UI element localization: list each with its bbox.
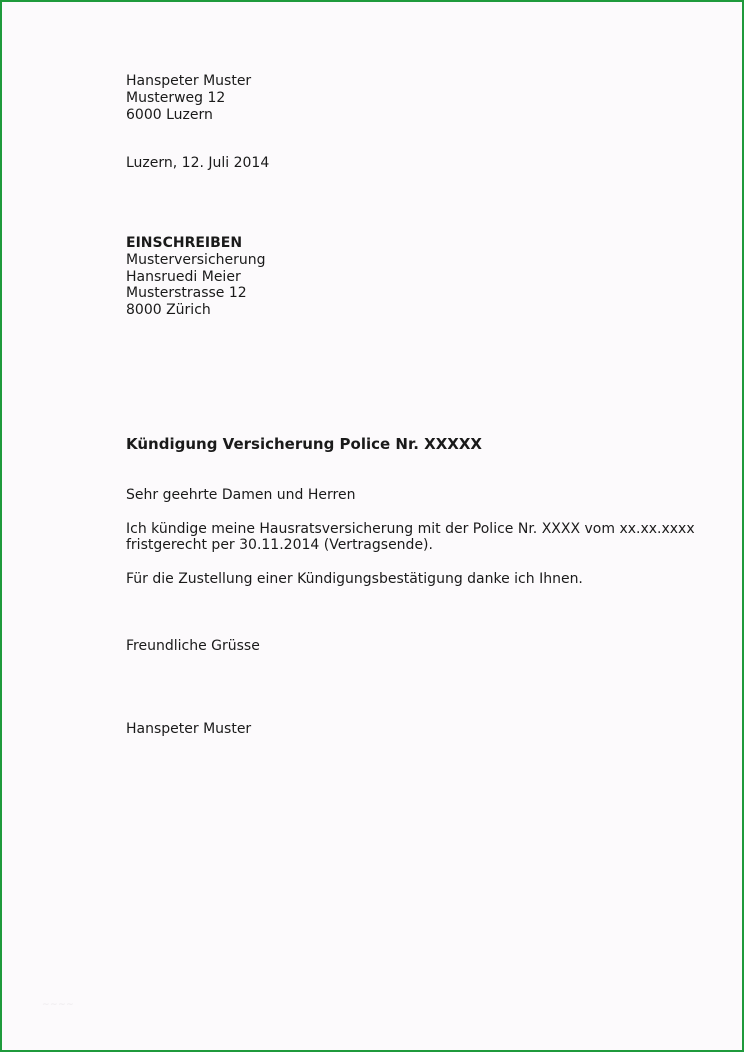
recipient-company: Musterversicherung — [126, 252, 266, 268]
letter-subject: Kündigung Versicherung Police Nr. XXXXX — [126, 435, 482, 453]
body-paragraph-1-line-1: Ich kündige meine Hausratsversicherung mit der Police Nr. XXXX vom xx.xx.xxxx — [126, 521, 695, 537]
sender-name: Hanspeter Muster — [126, 73, 252, 89]
body-paragraph-2: Für die Zustellung einer Kündigungsbestätigung danke ich Ihnen. — [126, 571, 583, 587]
sender-city: 6000 Luzern — [126, 107, 213, 123]
place-date: Luzern, 12. Juli 2014 — [126, 155, 270, 171]
salutation: Sehr geehrte Damen und Herren — [126, 487, 356, 503]
sender-street: Musterweg 12 — [126, 90, 226, 106]
closing: Freundliche Grüsse — [126, 638, 260, 654]
recipient-street: Musterstrasse 12 — [126, 285, 247, 301]
signature-name: Hanspeter Muster — [126, 721, 252, 737]
recipient-city: 8000 Zürich — [126, 302, 211, 318]
recipient-contact: Hansruedi Meier — [126, 269, 241, 285]
faint-watermark: ~~~~ — [42, 1000, 75, 1010]
body-paragraph-1-line-2: fristgerecht per 30.11.2014 (Vertragsende). — [126, 537, 433, 553]
delivery-note: EINSCHREIBEN — [126, 235, 243, 251]
